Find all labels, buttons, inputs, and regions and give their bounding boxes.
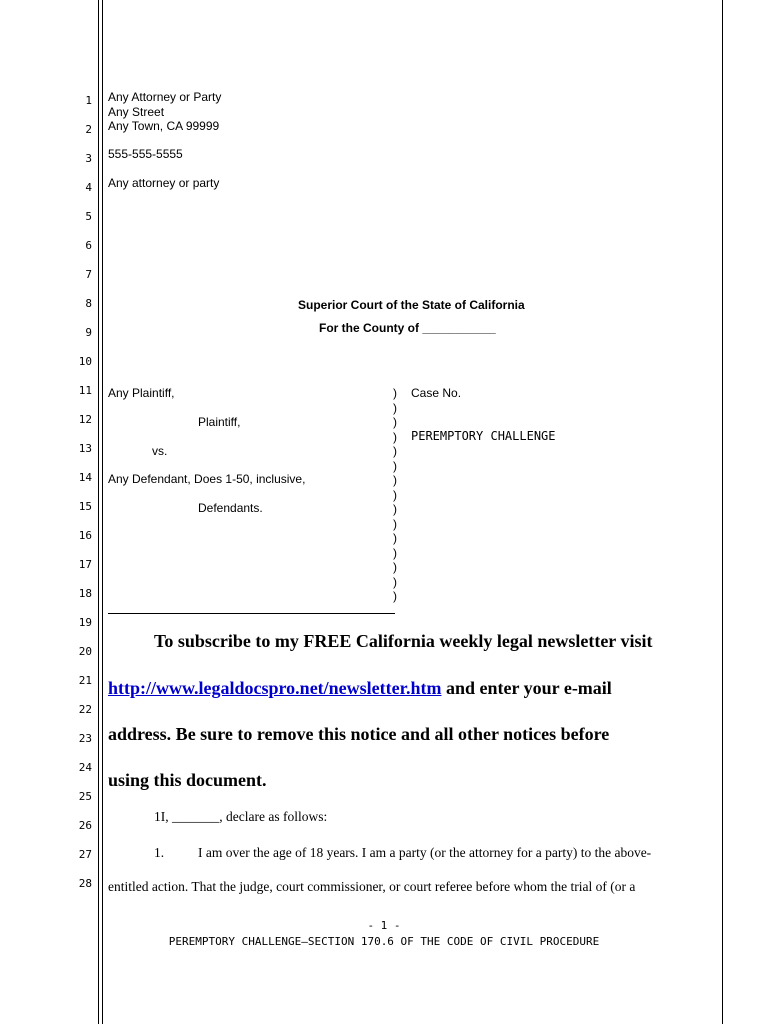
line-number: 4 (85, 181, 92, 194)
line-number: 16 (78, 529, 92, 542)
attorney-name: Any Attorney or Party (108, 90, 222, 104)
defendant-name: Any Defendant, Does 1-50, inclusive, (108, 472, 306, 486)
paragraph-1-number: 1. (154, 845, 165, 860)
line-number: 19 (78, 616, 92, 629)
newsletter-link[interactable]: http://www.legaldocspro.net/newsletter.htm (108, 678, 442, 698)
notice-line-2-rest: and enter your e-mail (441, 678, 612, 698)
right-margin-line (722, 0, 723, 1024)
left-margin-line-outer (98, 0, 99, 1024)
line-number: 14 (78, 471, 92, 484)
paragraph-1-line-2: entitled action. That the judge, court commissioner, or court referee before whom the trial of (or a (108, 879, 636, 894)
line-number: 11 (78, 384, 92, 397)
line-number: 3 (85, 152, 92, 165)
line-number: 24 (78, 761, 92, 774)
plaintiff-name: Any Plaintiff, (108, 386, 175, 400)
line-number: 1 (85, 94, 92, 107)
caption-paren: ) (393, 400, 397, 415)
caption-paren: ) (393, 458, 397, 473)
line-number: 17 (78, 558, 92, 571)
caption-paren: ) (393, 473, 397, 487)
line-number: 22 (78, 703, 92, 716)
line-number: 8 (85, 297, 92, 310)
line-number: 28 (78, 877, 92, 890)
caption-paren: ) (393, 444, 397, 458)
line-number: 6 (85, 239, 92, 252)
line-number: 20 (78, 645, 92, 658)
notice-line-1: To subscribe to my FREE California weekly legal newsletter visit (154, 631, 653, 651)
caption-rule (108, 613, 395, 614)
court-name: Superior Court of the State of California (298, 298, 525, 312)
line-number: 10 (78, 355, 92, 368)
paragraph-1-line-1: I am over the age of 18 years. I am a party (or the attorney for a party) to the above- (198, 845, 652, 860)
line-number: 15 (78, 500, 92, 513)
caption-paren: ) (393, 531, 397, 545)
caption-paren: ) (393, 560, 397, 574)
notice-line-2 (108, 678, 612, 699)
caption-paren: ) (393, 502, 397, 516)
caption-paren: ) (393, 516, 397, 531)
versus: vs. (152, 444, 168, 458)
line-number: 27 (78, 848, 92, 861)
line-number: 9 (85, 326, 92, 339)
caption-paren: ) (393, 589, 397, 603)
attorney-city: Any Town, CA 99999 (108, 119, 220, 133)
footer-title: PEREMPTORY CHALLENGE–SECTION 170.6 OF THE CODE OF CIVIL PROCEDURE (168, 935, 600, 948)
caption-paren: ) (393, 545, 397, 560)
caption-paren: ) (393, 574, 397, 589)
caption-paren: ) (393, 415, 397, 429)
line-number: 26 (78, 819, 92, 832)
attorney-phone: 555-555-5555 (108, 147, 183, 161)
line-number: 5 (85, 210, 92, 223)
line-number: 12 (78, 413, 92, 426)
declaration-intro: 1I, _______, declare as follows: (154, 809, 328, 824)
line-number: 2 (85, 123, 92, 136)
line-number: 23 (78, 732, 92, 745)
notice-line-3: address. Be sure to remove this notice and all other notices before (108, 724, 610, 744)
notice-line-4: using this document. (108, 770, 267, 790)
caption-paren: ) (393, 386, 397, 400)
attorney-for: Any attorney or party (108, 176, 220, 190)
footer-page-number: - 1 - (367, 919, 401, 932)
document-title: PEREMPTORY CHALLENGE (411, 429, 556, 443)
plaintiff-role: Plaintiff, (198, 415, 241, 429)
defendant-role: Defendants. (198, 501, 263, 515)
caption-paren: ) (393, 429, 397, 444)
left-margin-line-inner (102, 0, 103, 1024)
court-county: For the County of ___________ (319, 321, 496, 335)
case-number-label: Case No. (411, 386, 462, 400)
line-number: 21 (78, 674, 92, 687)
caption-paren: ) (393, 487, 397, 502)
line-number: 13 (78, 442, 92, 455)
attorney-street: Any Street (108, 105, 165, 119)
line-number: 7 (85, 268, 92, 281)
line-number: 18 (78, 587, 92, 600)
line-number: 25 (78, 790, 92, 803)
